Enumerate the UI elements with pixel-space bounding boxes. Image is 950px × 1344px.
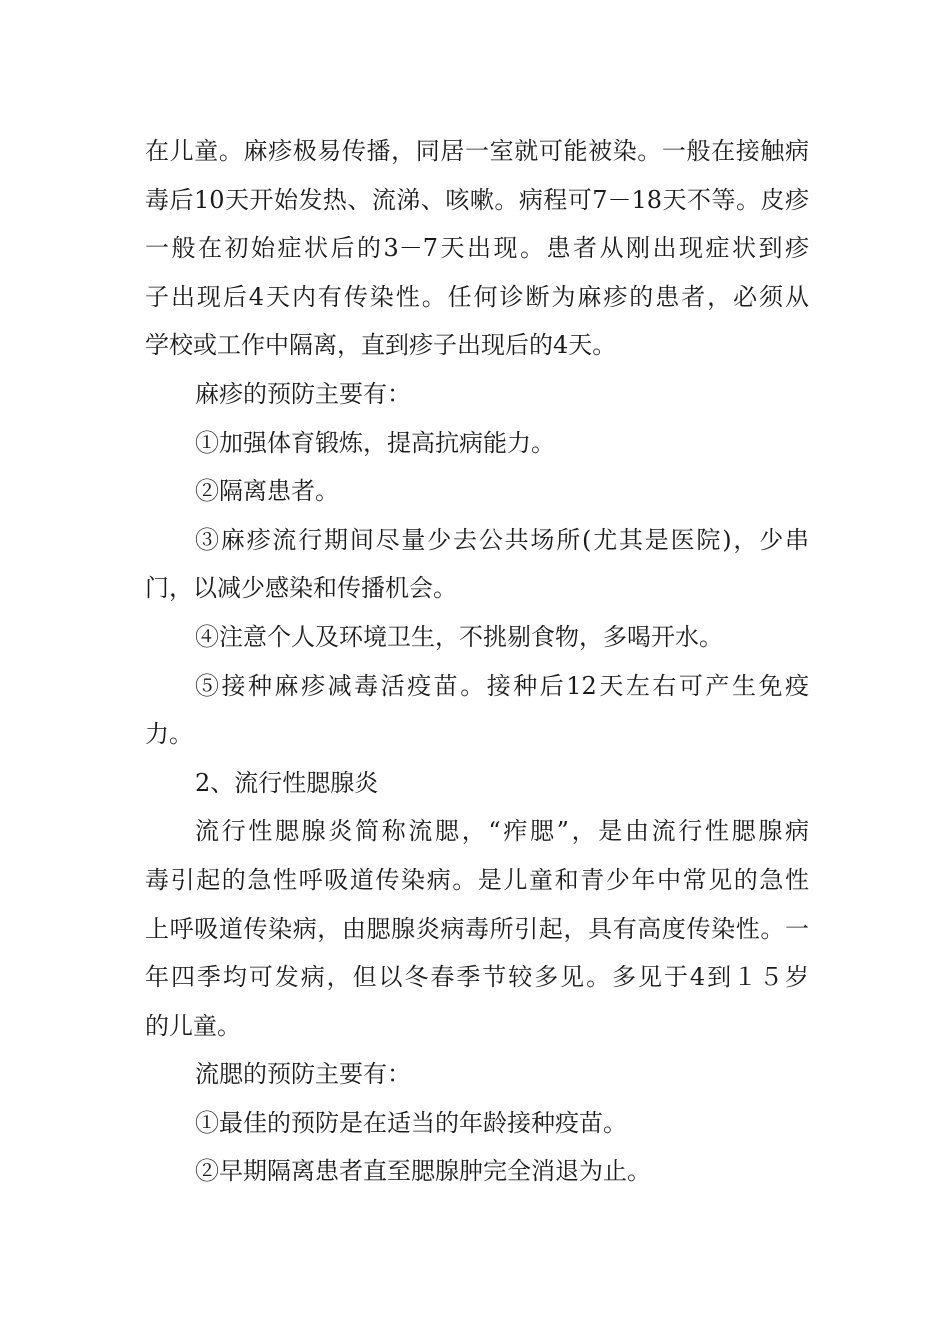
list-item: ⑤接种麻疹减毒活疫苗。接种后12天左右可产生免疫 [195, 671, 809, 700]
list-item: ③麻疹流行期间尽量少去公共场所(尤其是医院)，少串 [195, 525, 809, 554]
text-line: 流行性腮腺炎简称流腮，“痄腮”，是由流行性腮腺病 [195, 817, 809, 846]
list-item: ④注意个人及环境卫生，不挑剔食物，多喝开水。 [195, 622, 723, 651]
text-line: 子出现后4天内有传染性。任何诊断为麻疹的患者，必须从 [145, 282, 809, 311]
text-line: 毒引起的急性呼吸道传染病。是儿童和青少年中常见的急性 [145, 865, 809, 894]
list-item-continuation: 门，以减少感染和传播机会。 [145, 574, 457, 603]
list-item: ②早期隔离患者直至腮腺肿完全消退为止。 [195, 1157, 651, 1186]
text-line: 一般在初始症状后的3－7天出现。患者从刚出现症状到疹 [145, 234, 809, 263]
text-line: 年四季均可发病，但以冬春季节较多见。多见于4到１５岁 [145, 963, 809, 992]
section-intro: 流腮的预防主要有： [195, 1060, 411, 1089]
list-item: ①最佳的预防是在适当的年龄接种疫苗。 [195, 1108, 627, 1137]
list-item: ①加强体育锻炼，提高抗病能力。 [195, 428, 555, 457]
text-line: 上呼吸道传染病，由腮腺炎病毒所引起，具有高度传染性。一 [145, 914, 809, 943]
list-item-continuation: 力。 [145, 720, 193, 749]
text-line: 在儿童。麻疹极易传播，同居一室就可能被染。一般在接触病 [145, 137, 809, 165]
section-intro: 麻疹的预防主要有： [195, 379, 411, 408]
text-line: 的儿童。 [145, 1011, 241, 1040]
text-line: 学校或工作中隔离，直到疹子出现后的4天。 [145, 331, 617, 360]
list-item: ②隔离患者。 [195, 477, 339, 506]
text-line: 毒后10天开始发热、流涕、咳嗽。病程可7－18天不等。皮疹 [145, 185, 809, 214]
section-heading: 2、流行性腮腺炎 [195, 768, 379, 797]
body-text [145, 127, 809, 1196]
